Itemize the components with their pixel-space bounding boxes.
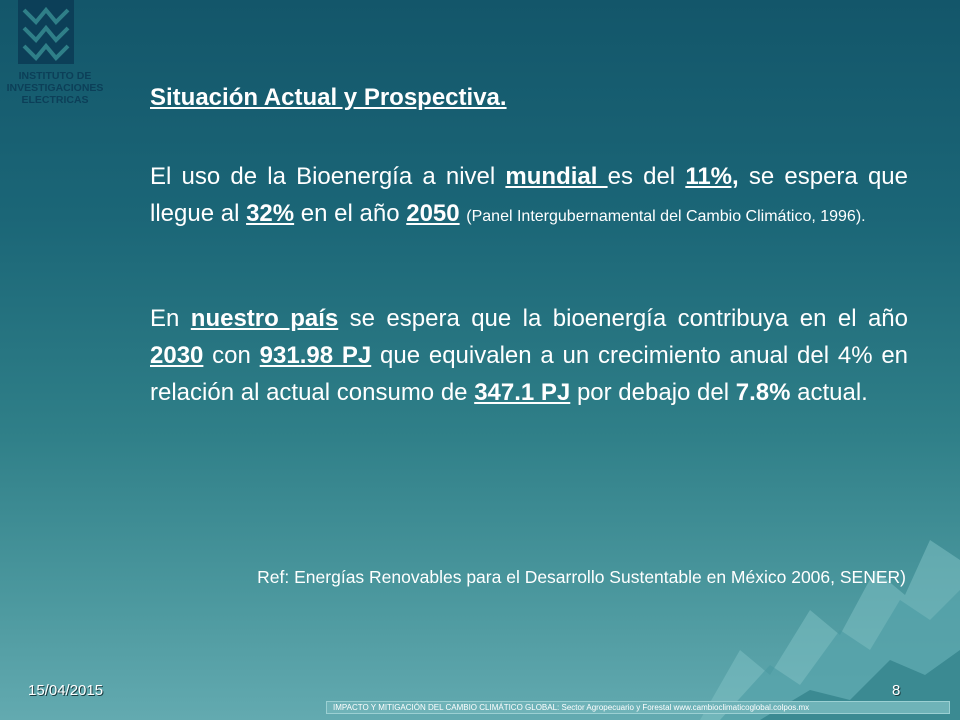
p1-emphasis-2050: 2050 — [406, 200, 460, 227]
p2-text-2: se espera que la bioenergía contribuya en el año — [338, 305, 908, 332]
reference-note: Ref: Energías Renovables para el Desarrollo Sustentable en México 2006, SENER) — [257, 567, 906, 587]
p2-emphasis-country: nuestro país — [190, 305, 339, 332]
logo-line-3: ELECTRICAS — [21, 94, 89, 106]
p2-text-4: que equivalen a un crecimiento anual del 4% en relación al actual consumo de — [150, 342, 909, 406]
p2-text-1: En — [150, 305, 191, 332]
slide-title: Situación Actual y Prospectiva. — [150, 84, 507, 111]
p2-emphasis-347-pj: 347.1 PJ — [474, 379, 571, 406]
p2-emphasis-7-8-percent: 7.8% — [735, 379, 791, 406]
slide-date: 15/04/2015 — [28, 682, 104, 699]
p1-text-4: en el año — [294, 200, 407, 227]
slide-page-number: 8 — [892, 682, 901, 699]
wave-logo-icon — [18, 0, 74, 64]
p1-text-2: es del — [607, 163, 686, 190]
mountains-decoration-icon — [700, 500, 960, 720]
p2-emphasis-931-pj: 931.98 PJ — [259, 342, 372, 369]
p1-emphasis-32-percent: 32% — [246, 200, 295, 227]
p2-text-3: con — [203, 342, 260, 369]
p1-citation: (Panel Intergubernamental del Cambio Climático, 1996). — [466, 208, 866, 225]
p1-text-3: se espera que llegue al — [150, 163, 908, 227]
p1-text-1: El uso de la Bioenergía a nivel — [150, 163, 506, 190]
p2-text-5: por debajo del — [570, 379, 736, 406]
p1-emphasis-world: mundial — [505, 163, 608, 190]
p1-emphasis-11-percent: 11%, — [685, 163, 739, 190]
logo-wordmark — [0, 70, 110, 106]
institute-logo — [0, 0, 110, 120]
paragraph-national-bioenergy — [150, 300, 908, 411]
p2-text-6: actual. — [790, 379, 868, 406]
logo-line-1: INSTITUTO DE — [18, 70, 92, 82]
paragraph-global-bioenergy — [150, 158, 908, 235]
footer-banner: IMPACTO Y MITIGACIÓN DEL CAMBIO CLIMÁTICO GLOBAL: Sector Agropecuario y Forestal www.cambioclimaticoglobal.colpos.mx — [326, 701, 950, 714]
p2-emphasis-2030: 2030 — [150, 342, 204, 369]
logo-line-2: INVESTIGACIONES — [6, 82, 104, 94]
